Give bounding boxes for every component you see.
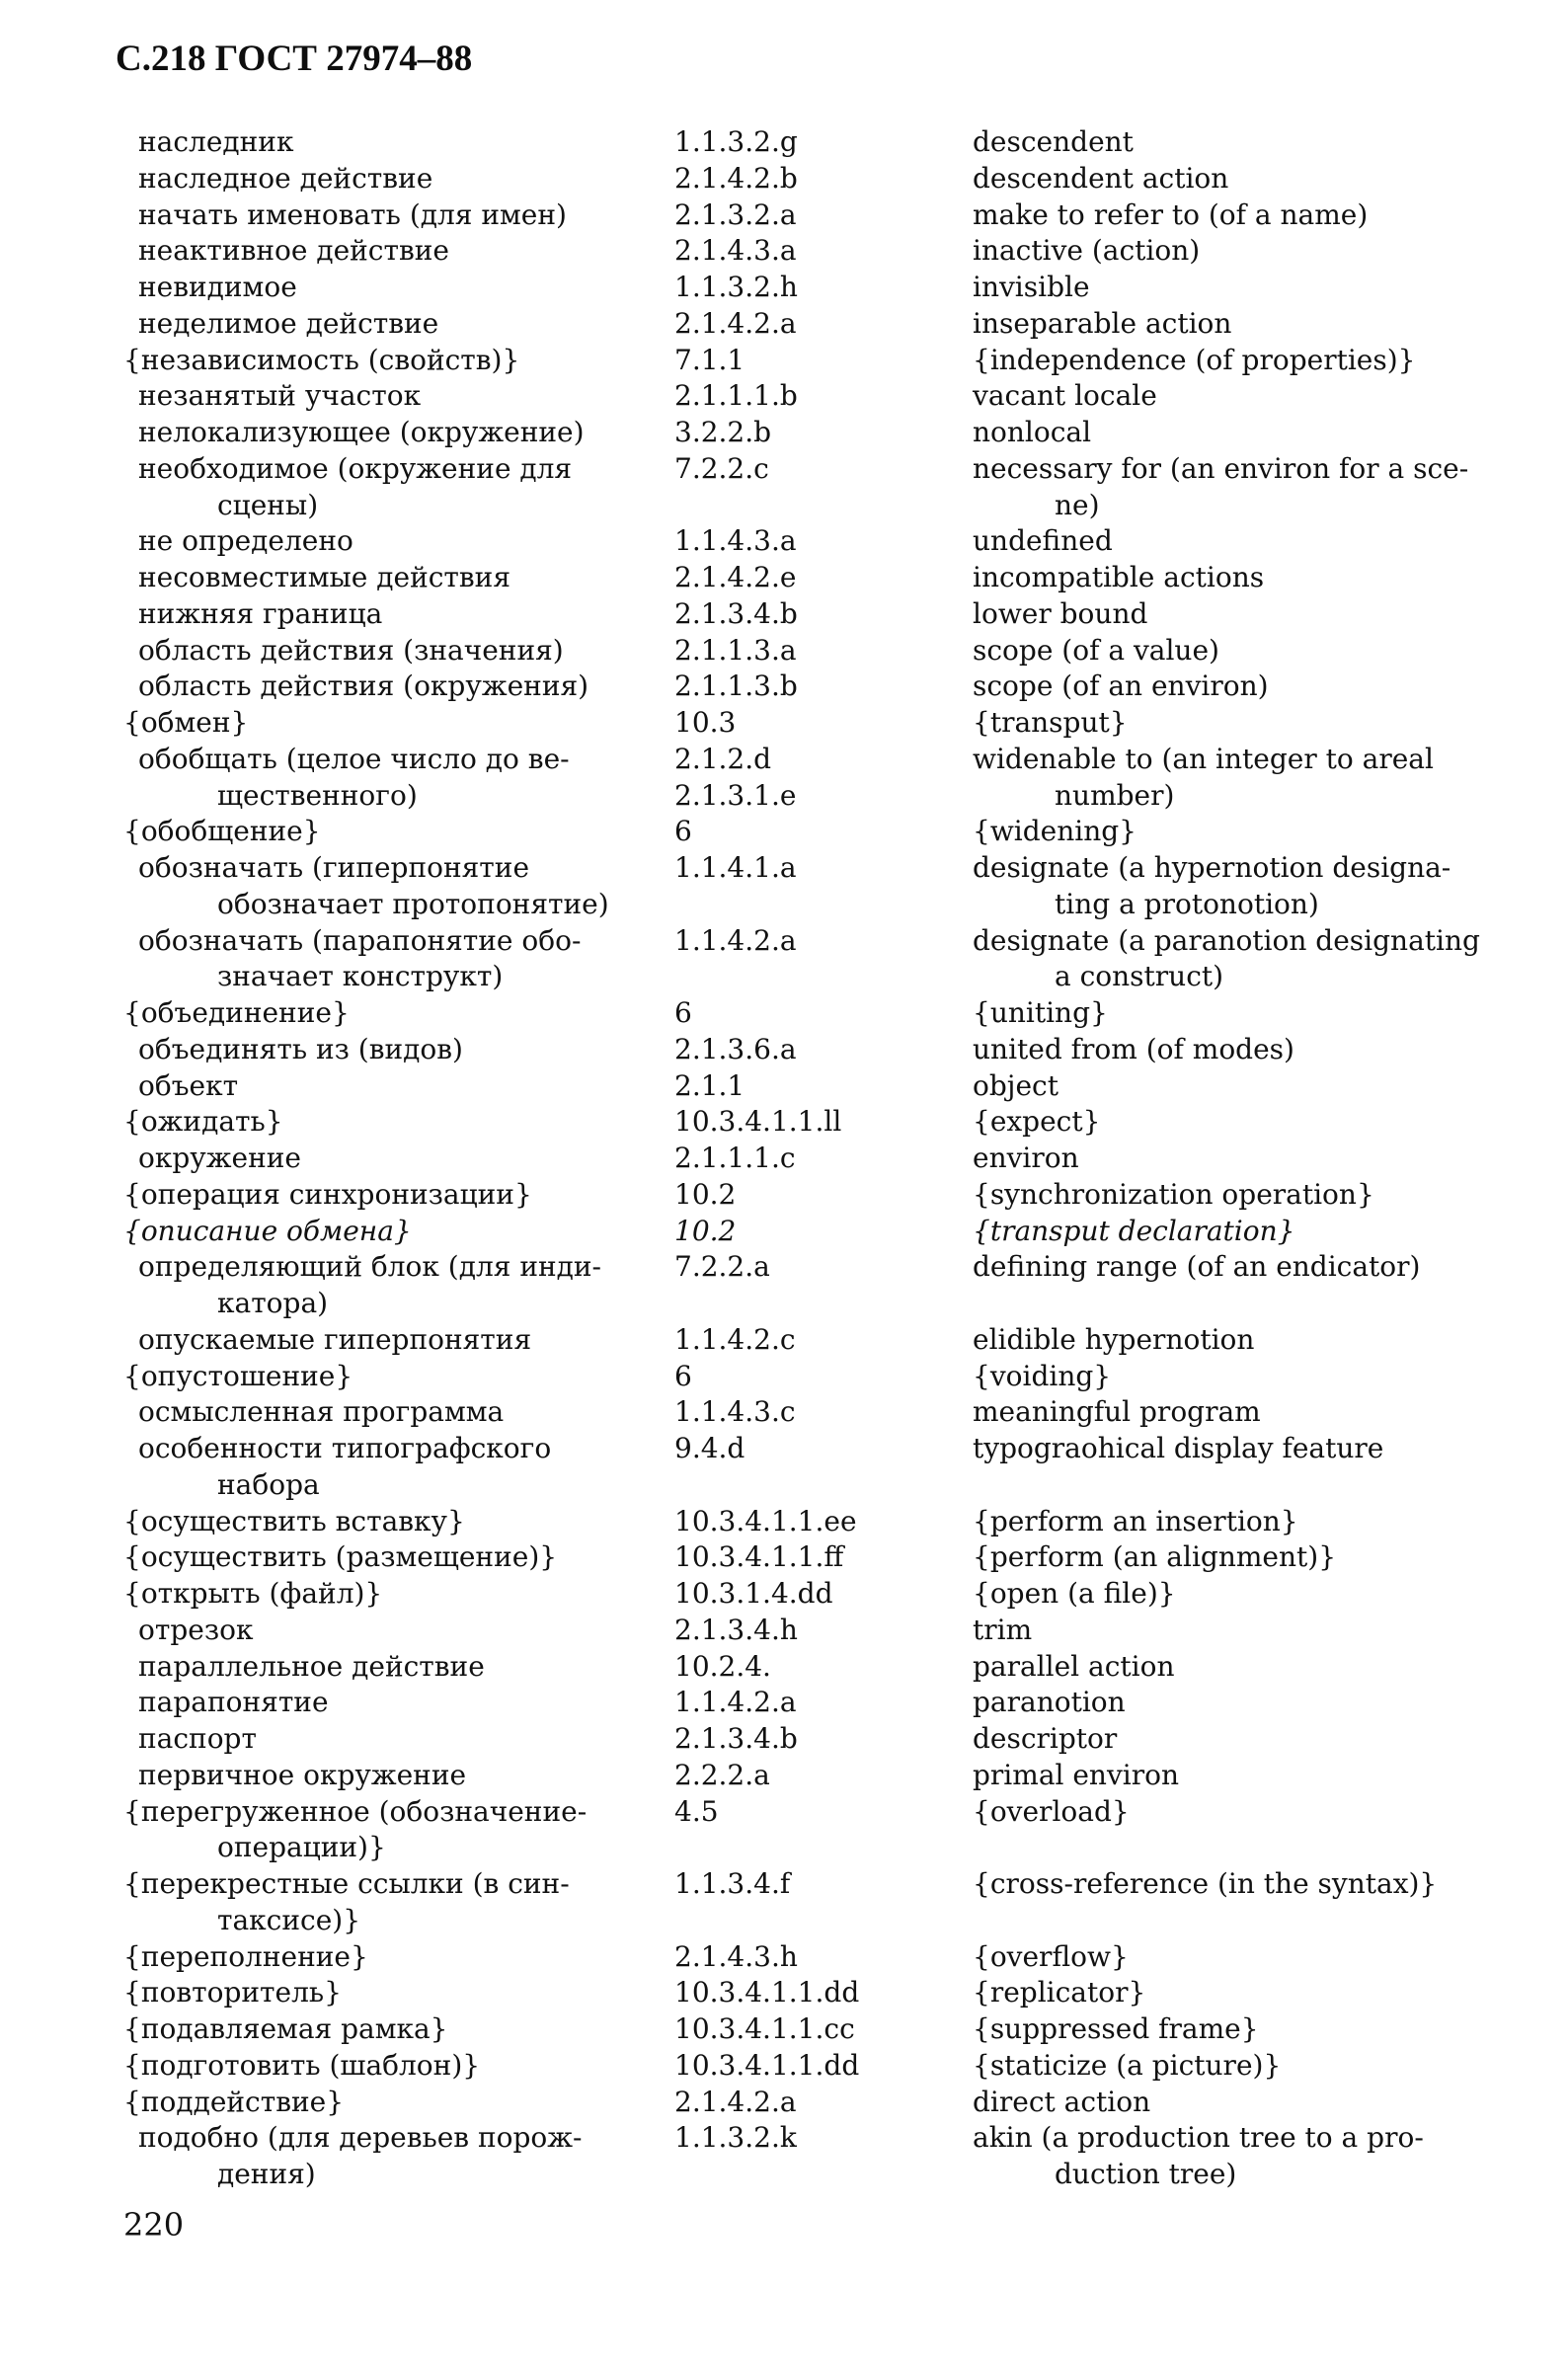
term-english: {open (a file)} — [973, 1577, 1176, 1610]
glossary-row — [0, 343, 1568, 378]
glossary-row — [0, 560, 1568, 595]
glossary-row — [0, 814, 1568, 849]
section-reference: 3.2.2.b — [674, 416, 772, 448]
section-reference: 1.1.4.2.a — [674, 1686, 797, 1719]
section-reference: 1.1.4.1.a — [674, 851, 797, 884]
section-reference: 2.1.3.4.h — [674, 1613, 798, 1646]
term-russian: {опустошение} — [123, 1359, 353, 1392]
term-russian: наследник — [138, 125, 294, 158]
term-russian: щественного) — [217, 778, 418, 812]
term-english: meaningful program — [973, 1395, 1261, 1429]
section-reference: 2.1.4.2.b — [674, 161, 798, 195]
section-reference: 1.1.3.2.k — [674, 2121, 797, 2155]
glossary-row — [0, 633, 1568, 669]
term-english: widenable to (an integer to areal — [973, 742, 1434, 775]
glossary-row — [0, 1504, 1568, 1539]
glossary-row — [0, 1214, 1568, 1249]
term-english: ne) — [1055, 488, 1100, 521]
term-russian: несовместимые действия — [138, 561, 510, 593]
glossary-row — [0, 1939, 1568, 1975]
glossary-row — [0, 2011, 1568, 2047]
section-reference: 6 — [674, 996, 692, 1029]
term-russian: {подготовить (шаблон)} — [123, 2048, 481, 2082]
glossary-row — [0, 451, 1568, 487]
term-english: ting a protonotion) — [1055, 887, 1319, 920]
glossary-row — [0, 2120, 1568, 2156]
term-english: {cross-reference (in the syntax)} — [973, 1867, 1438, 1900]
term-russian: {повторитель} — [123, 1976, 342, 2009]
term-english: designate (a hypernotion designa- — [973, 851, 1451, 884]
glossary-row — [0, 124, 1568, 160]
glossary-row — [0, 1830, 1568, 1865]
glossary-row — [0, 596, 1568, 632]
term-russian: особенности типографского — [138, 1432, 552, 1464]
term-russian: дения) — [217, 2158, 316, 2190]
glossary-row — [0, 1975, 1568, 2010]
term-russian: неактивное действие — [138, 234, 449, 268]
term-english: designate (a paranotion designating — [973, 923, 1480, 957]
term-english: typograohical display feature — [973, 1432, 1384, 1464]
term-english: united from (of modes) — [973, 1032, 1294, 1065]
section-reference: 2.1.1 — [674, 1068, 745, 1102]
section-reference: 2.1.3.6.a — [674, 1032, 797, 1065]
section-reference: 10.3.4.1.1.ff — [674, 1540, 844, 1574]
glossary-row — [0, 1068, 1568, 1104]
section-reference: 6 — [674, 815, 692, 848]
glossary-row — [0, 488, 1568, 523]
term-russian: катора) — [217, 1287, 329, 1319]
section-reference: 2.1.3.4.b — [674, 596, 798, 630]
section-reference: 1.1.3.2.g — [674, 125, 798, 158]
term-russian: необходимое (окружение для — [138, 451, 573, 485]
glossary-row — [0, 995, 1568, 1031]
term-russian: нижняя граница — [138, 596, 383, 630]
glossary-row — [0, 2085, 1568, 2120]
glossary-row — [0, 742, 1568, 777]
term-english: {transput declaration} — [973, 1214, 1295, 1247]
glossary-row — [0, 1141, 1568, 1176]
term-english: undefined — [973, 524, 1113, 558]
glossary-row — [0, 778, 1568, 814]
term-russian: {осуществить (размещение)} — [123, 1540, 558, 1574]
glossary-row — [0, 1286, 1568, 1321]
term-english: {independence (of properties)} — [973, 343, 1416, 376]
term-russian: область действия (значения) — [138, 633, 564, 667]
term-russian: операции)} — [217, 1831, 386, 1864]
term-english: {perform an insertion} — [973, 1504, 1298, 1537]
section-reference: 2.1.1.3.a — [674, 633, 797, 667]
section-reference: 10.3.4.1.1.ll — [674, 1105, 842, 1139]
glossary-row — [0, 1649, 1568, 1685]
glossary-row — [0, 1758, 1568, 1793]
term-english: {expect} — [973, 1105, 1101, 1139]
term-english: object — [973, 1068, 1058, 1102]
term-english: inactive (action) — [973, 234, 1201, 268]
term-russian: начать именовать (для имен) — [138, 197, 567, 231]
section-reference: 1.1.4.3.a — [674, 524, 797, 558]
term-english: nonlocal — [973, 416, 1092, 448]
page-number: 220 — [123, 2206, 185, 2244]
glossary-row — [0, 2157, 1568, 2192]
glossary-row — [0, 1394, 1568, 1430]
section-reference: 9.4.d — [674, 1432, 745, 1464]
glossary-row — [0, 1866, 1568, 1902]
glossary-row — [0, 161, 1568, 197]
term-english: make to refer to (of a name) — [973, 197, 1369, 231]
term-russian: незанятый участок — [138, 379, 422, 413]
term-english: {staticize (a picture)} — [973, 2048, 1282, 2082]
section-reference: 6 — [674, 1359, 692, 1392]
glossary-row — [0, 669, 1568, 704]
term-russian: подобно (для деревьев порож- — [138, 2121, 583, 2155]
section-reference: 2.1.4.2.a — [674, 306, 797, 340]
page-header: С.218 ГОСТ 27974–88 — [116, 39, 473, 79]
glossary-row — [0, 1032, 1568, 1067]
section-reference: 10.2 — [674, 1214, 737, 1247]
term-russian: объединять из (видов) — [138, 1032, 463, 1065]
term-russian: не определено — [138, 524, 353, 558]
section-reference: 4.5 — [674, 1794, 719, 1828]
glossary-row — [0, 1104, 1568, 1140]
glossary-row — [0, 1322, 1568, 1358]
term-russian: {переполнение} — [123, 1939, 368, 1973]
term-english: vacant locale — [973, 379, 1157, 413]
term-russian: невидимое — [138, 271, 297, 303]
section-reference: 2.1.2.d — [674, 742, 772, 775]
section-reference: 2.1.1.1.b — [674, 379, 798, 413]
term-russian: определяющий блок (для инди- — [138, 1250, 602, 1284]
term-english: descendent — [973, 125, 1134, 158]
term-english: primal environ — [973, 1758, 1180, 1791]
term-russian: первичное окружение — [138, 1758, 467, 1791]
glossary-row — [0, 850, 1568, 886]
glossary-row — [0, 270, 1568, 305]
glossary-row — [0, 1539, 1568, 1575]
term-english: scope (of an environ) — [973, 670, 1269, 703]
term-russian: наследное действие — [138, 161, 433, 195]
term-russian: {независимость (свойств)} — [123, 343, 520, 376]
section-reference: 10.3.4.1.1.dd — [674, 2048, 860, 2082]
term-russian: {объединение} — [123, 996, 350, 1029]
section-reference: 2.1.1.1.c — [674, 1142, 796, 1174]
section-reference: 7.2.2.c — [674, 451, 769, 485]
term-russian: {перегруженное (обозначение- — [123, 1794, 588, 1828]
term-russian: обобщать (целое число до ве- — [138, 742, 570, 775]
term-russian: {подавляемая рамка} — [123, 2012, 448, 2045]
section-reference: 2.1.4.3.h — [674, 1939, 798, 1973]
term-russian: обозначать (гиперпонятие — [138, 851, 530, 884]
term-english: {perform (an alignment)} — [973, 1540, 1337, 1574]
section-reference: 10.3.4.1.1.dd — [674, 1976, 860, 2009]
section-reference: 10.3.1.4.dd — [674, 1577, 833, 1610]
section-reference: 2.1.4.2.a — [674, 2085, 797, 2118]
section-reference: 1.1.3.2.h — [674, 271, 798, 303]
section-reference: 10.2.4. — [674, 1649, 771, 1683]
term-russian: сцены) — [217, 488, 319, 521]
term-russian: парапонятие — [138, 1686, 329, 1719]
term-english: a construct) — [1055, 960, 1224, 993]
glossary-row — [0, 1903, 1568, 1938]
term-russian: {обобщение} — [123, 815, 321, 848]
glossary-row — [0, 197, 1568, 233]
glossary-row — [0, 1177, 1568, 1213]
term-russian: параллельное действие — [138, 1649, 485, 1683]
glossary-row — [0, 1576, 1568, 1612]
section-reference: 7.2.2.a — [674, 1250, 770, 1284]
term-english: scope (of a value) — [973, 633, 1219, 667]
section-reference: 2.1.3.4.b — [674, 1722, 798, 1755]
term-english: necessary for (an environ for a sce- — [973, 451, 1469, 485]
section-reference: 10.2 — [674, 1177, 737, 1211]
section-reference: 10.3.4.1.1.ee — [674, 1504, 857, 1537]
glossary-row — [0, 1794, 1568, 1830]
section-reference: 1.1.4.2.c — [674, 1322, 796, 1356]
term-russian: {операция синхронизации} — [123, 1177, 532, 1211]
term-english: {overload} — [973, 1794, 1130, 1828]
section-reference: 2.1.3.2.a — [674, 197, 797, 231]
term-english: environ — [973, 1142, 1079, 1174]
term-english: {overflow} — [973, 1939, 1129, 1973]
term-english: invisible — [973, 271, 1090, 303]
term-russian: область действия (окружения) — [138, 670, 589, 703]
term-english: descendent action — [973, 161, 1229, 195]
term-english: parallel action — [973, 1649, 1175, 1683]
glossary-row — [0, 1613, 1568, 1648]
glossary-row — [0, 306, 1568, 342]
section-reference: 1.1.3.4.f — [674, 1867, 791, 1900]
term-russian: обозначать (парапонятие обо- — [138, 923, 582, 957]
term-russian: осмысленная программа — [138, 1395, 505, 1429]
term-english: {uniting} — [973, 996, 1108, 1029]
term-russian: {перекрестные ссылки (в син- — [123, 1867, 570, 1900]
term-english: incompatible actions — [973, 561, 1265, 593]
term-russian: значает конструкт) — [217, 960, 504, 993]
glossary-row — [0, 1721, 1568, 1757]
section-reference: 2.1.4.3.a — [674, 234, 797, 268]
term-russian: отрезок — [138, 1613, 254, 1646]
term-english: duction tree) — [1055, 2158, 1237, 2190]
section-reference: 1.1.4.3.c — [674, 1395, 796, 1429]
glossary-row — [0, 705, 1568, 741]
term-english: trim — [973, 1613, 1033, 1646]
section-reference: 7.1.1 — [674, 343, 745, 376]
term-russian: объект — [138, 1068, 239, 1102]
section-reference: 10.3.4.1.1.cc — [674, 2012, 855, 2045]
term-russian: неделимое действие — [138, 306, 439, 340]
term-english: {widening} — [973, 815, 1137, 848]
term-english: {transput} — [973, 706, 1128, 739]
term-english: descriptor — [973, 1722, 1118, 1755]
term-english: {replicator} — [973, 1976, 1146, 2009]
term-russian: {открыть (файл)} — [123, 1577, 383, 1610]
glossary-row — [0, 1467, 1568, 1503]
section-reference: 2.2.2.a — [674, 1758, 770, 1791]
glossary-row — [0, 959, 1568, 994]
term-russian: {осуществить вставку} — [123, 1504, 465, 1537]
term-english: elidible hypernotion — [973, 1322, 1255, 1356]
glossary-row — [0, 2048, 1568, 2084]
term-russian: паспорт — [138, 1722, 257, 1755]
term-english: {synchronization operation} — [973, 1177, 1374, 1211]
glossary-row — [0, 1685, 1568, 1720]
section-reference: 10.3 — [674, 706, 737, 739]
term-english: {suppressed frame} — [973, 2012, 1259, 2045]
term-russian: {описание обмена} — [123, 1214, 412, 1247]
term-russian: {ожидать} — [123, 1105, 283, 1139]
term-english: {voiding} — [973, 1359, 1112, 1392]
term-russian: обозначает протопонятие) — [217, 887, 609, 920]
term-russian: таксисе)} — [217, 1903, 361, 1936]
glossary-row — [0, 233, 1568, 269]
glossary-row — [0, 923, 1568, 959]
term-russian: {поддействие} — [123, 2085, 345, 2118]
term-english: akin (a production tree to a pro- — [973, 2121, 1424, 2155]
section-reference: 2.1.1.3.b — [674, 670, 798, 703]
glossary-row — [0, 378, 1568, 414]
term-english: inseparable action — [973, 306, 1232, 340]
term-english: defining range (of an endicator) — [973, 1250, 1421, 1284]
glossary-row — [0, 1249, 1568, 1285]
term-russian: {обмен} — [123, 706, 249, 739]
glossary-row — [0, 1359, 1568, 1394]
glossary-row — [0, 1431, 1568, 1466]
section-reference: 2.1.3.1.e — [674, 778, 797, 812]
section-reference: 2.1.4.2.e — [674, 561, 797, 593]
glossary-row — [0, 415, 1568, 450]
glossary-row — [0, 887, 1568, 922]
term-english: lower bound — [973, 596, 1148, 630]
term-english: direct action — [973, 2085, 1151, 2118]
section-reference: 1.1.4.2.a — [674, 923, 797, 957]
term-russian: нелокализующее (окружение) — [138, 416, 585, 448]
glossary-row — [0, 523, 1568, 559]
term-english: number) — [1055, 778, 1175, 812]
term-russian: опускаемые гиперпонятия — [138, 1322, 532, 1356]
term-english: paranotion — [973, 1686, 1126, 1719]
term-russian: окружение — [138, 1142, 301, 1174]
term-russian: набора — [217, 1467, 320, 1501]
